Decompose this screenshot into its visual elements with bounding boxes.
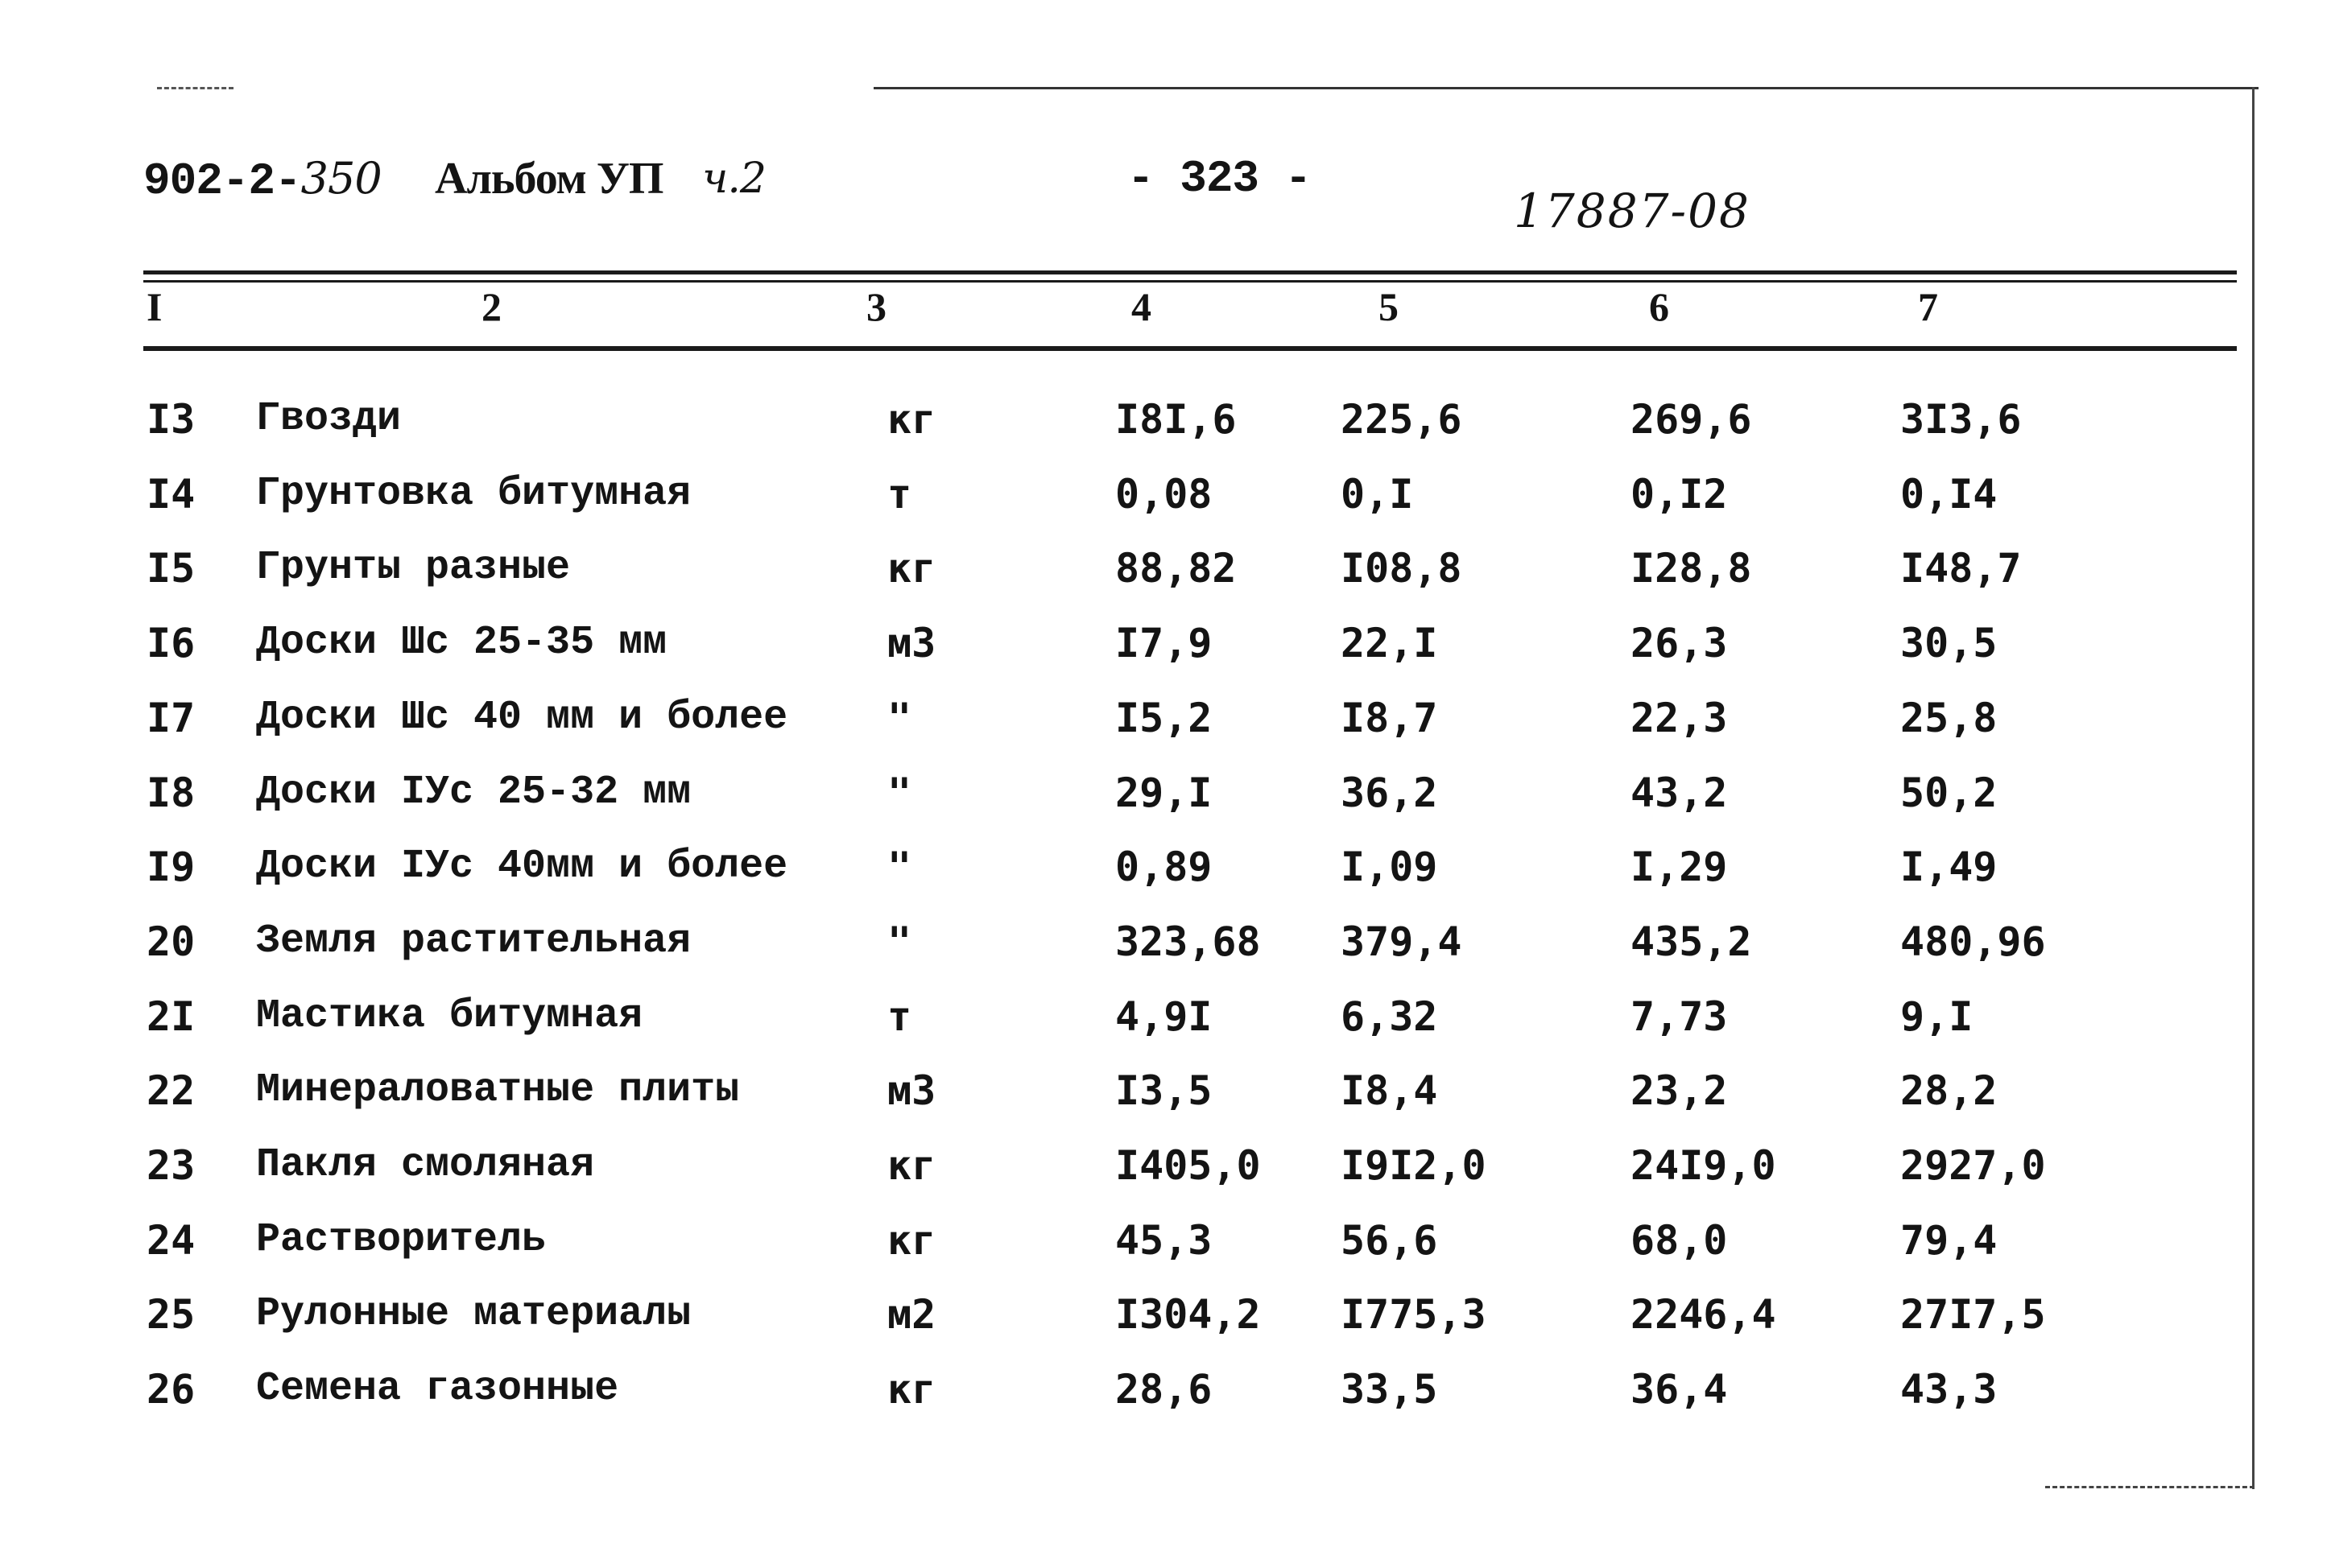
value-col-5: 22,I [1341,620,1438,666]
material-name: Гвозди [256,396,402,442]
unit: т [887,471,912,518]
value-col-6: 68,0 [1630,1217,1728,1264]
unit: м2 [887,1291,936,1338]
document-code [143,153,382,207]
value-col-4: I7,9 [1115,620,1213,666]
material-name: Доски IУс 40мм и более [256,844,788,889]
unit: кг [887,1142,936,1189]
material-name: Рулонные материалы [256,1291,692,1337]
material-name: Мастика битумная [256,993,643,1039]
volume-label: ч.2 [702,155,766,203]
unit: т [887,993,912,1040]
value-col-5: I775,3 [1341,1291,1486,1338]
document-code-suffix: 350 [300,153,382,204]
unit: " [887,695,912,741]
value-col-6: 23,2 [1630,1067,1728,1114]
value-col-5: I08,8 [1341,545,1462,592]
value-col-6: 7,73 [1630,993,1728,1040]
value-col-5: 36,2 [1341,770,1438,816]
document-code-prefix: 902-2- [143,155,301,207]
value-col-7: 28,2 [1900,1067,1998,1114]
unit: " [887,770,912,816]
value-col-6: I28,8 [1630,545,1752,592]
material-name: Грунтовка битумная [256,471,692,517]
table-rule-top [143,270,2237,274]
value-col-5: I8,4 [1341,1067,1438,1114]
unit: кг [887,1366,936,1413]
value-col-6: 26,3 [1630,620,1728,666]
table-rule-header-bottom [143,346,2237,351]
value-col-7: 27I7,5 [1900,1291,2046,1338]
value-col-5: 379,4 [1341,918,1462,965]
value-col-6: 24I9,0 [1630,1142,1776,1189]
value-col-6: 435,2 [1630,918,1752,965]
unit: м3 [887,620,936,666]
material-name: Пакля смоляная [256,1142,595,1188]
row-number: 24 [147,1217,196,1264]
value-col-5: 0,I [1341,471,1414,518]
material-name: Земля растительная [256,918,692,964]
unit: " [887,918,912,965]
value-col-4: I5,2 [1115,695,1213,741]
frame-line-right [2252,87,2255,1488]
material-name: Семена газонные [256,1366,619,1412]
value-col-7: 79,4 [1900,1217,1998,1264]
unit: кг [887,396,936,443]
row-number: I8 [147,770,196,816]
column-header-2: 2 [481,284,502,329]
unit: " [887,844,912,890]
row-number: I5 [147,545,196,592]
value-col-5: I8,7 [1341,695,1438,741]
registration-number: 17887-08 [1514,184,1750,238]
value-col-6: 36,4 [1630,1366,1728,1413]
row-number: I9 [147,844,196,890]
value-col-7: 480,96 [1900,918,2046,965]
value-col-5: I9I2,0 [1341,1142,1486,1189]
value-col-6: 269,6 [1630,396,1752,443]
row-number: I4 [147,471,196,518]
value-col-4: I8I,6 [1115,396,1237,443]
value-col-4: 323,68 [1115,918,1261,965]
value-col-7: 30,5 [1900,620,1998,666]
value-col-5: 225,6 [1341,396,1462,443]
column-header-5: 5 [1378,284,1399,329]
column-header-4: 4 [1131,284,1151,329]
column-header-7: 7 [1918,284,1938,329]
value-col-5: 6,32 [1341,993,1438,1040]
row-number: 22 [147,1067,196,1114]
album-title: Альбом УП [435,154,663,204]
row-number: 2I [147,993,196,1040]
row-number: 20 [147,918,196,965]
value-col-5: I,09 [1341,844,1438,890]
value-col-4: I3,5 [1115,1067,1213,1114]
value-col-7: I,49 [1900,844,1998,890]
column-header-6: 6 [1649,284,1669,329]
material-name: Минераловатные плиты [256,1067,740,1113]
table-rule-top-inner [143,280,2237,283]
value-col-7: I48,7 [1900,545,2022,592]
value-col-7: 3I3,6 [1900,396,2022,443]
value-col-4: 4,9I [1115,993,1213,1040]
value-col-6: 0,I2 [1630,471,1728,518]
page-number: - 323 - [1127,153,1312,204]
value-col-7: 50,2 [1900,770,1998,816]
column-header-3: 3 [866,284,887,329]
value-col-4: 0,89 [1115,844,1213,890]
value-col-7: 0,I4 [1900,471,1998,518]
value-col-5: 33,5 [1341,1366,1438,1413]
value-col-4: 88,82 [1115,545,1237,592]
unit: кг [887,545,936,592]
unit: кг [887,1217,936,1264]
value-col-7: 25,8 [1900,695,1998,741]
row-number: 25 [147,1291,196,1338]
value-col-7: 43,3 [1900,1366,1998,1413]
row-number: I7 [147,695,196,741]
frame-line-right-dashed [2252,1409,2255,1489]
unit: м3 [887,1067,936,1114]
material-name: Доски Шс 25-35 мм [256,620,667,666]
value-col-4: I405,0 [1115,1142,1261,1189]
material-name: Растворитель [256,1217,547,1263]
value-col-4: 29,I [1115,770,1213,816]
frame-line-top-left [157,87,234,89]
material-name: Доски IУс 25-32 мм [256,770,692,815]
row-number: 26 [147,1366,196,1413]
value-col-6: 43,2 [1630,770,1728,816]
value-col-6: 2246,4 [1630,1291,1776,1338]
value-col-4: 45,3 [1115,1217,1213,1264]
value-col-5: 56,6 [1341,1217,1438,1264]
value-col-4: I304,2 [1115,1291,1261,1338]
value-col-7: 9,I [1900,993,1973,1040]
material-name: Доски Шс 40 мм и более [256,695,788,741]
column-header-1: I [147,284,163,329]
value-col-6: 22,3 [1630,695,1728,741]
material-name: Грунты разные [256,545,571,591]
value-col-6: I,29 [1630,844,1728,890]
value-col-4: 28,6 [1115,1366,1213,1413]
frame-line-bottom [2045,1486,2255,1488]
frame-line-top [874,87,2259,89]
row-number: I6 [147,620,196,666]
row-number: 23 [147,1142,196,1189]
value-col-7: 2927,0 [1900,1142,2046,1189]
row-number: I3 [147,396,196,443]
value-col-4: 0,08 [1115,471,1213,518]
